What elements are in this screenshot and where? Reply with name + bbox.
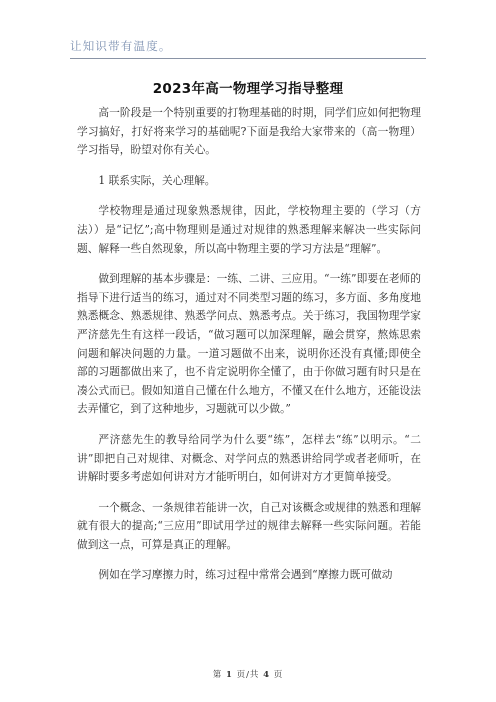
paragraph-explain: 严济慈先生的教导给同学为什么要“练”，怎样去“练”以明示。“二讲”即把自己对规律、对概念、对学问点的熟悉讲给同学或者老师听，在讲解时要多考虑如何讲对方才能听明白，如何讲对方才更简单接受。 (77, 432, 421, 484)
page-number (0, 668, 496, 680)
page-middle: 页/共 (236, 670, 260, 680)
paragraph-friction-example: 例如在学习摩擦力时，练习过程中常常会遇到“摩擦力既可做动 (98, 568, 393, 582)
page-total: 4 (263, 670, 271, 680)
paragraph-apply: 一个概念、一条规律若能讲一次，自己对该概念或规律的熟悉和理解就有很大的提高;“三应用”即试用学过的规律去解释一些实际问题。若能做到这一点，可算是真正的理解。 (77, 500, 421, 551)
document-body (77, 104, 421, 597)
page-prefix: 第 (212, 670, 223, 680)
page-current: 1 (225, 670, 233, 680)
header-divider (70, 58, 426, 59)
document-title: 2023年高一物理学习指导整理 (152, 81, 344, 97)
paragraph-intro: 高一阶段是一个特别重要的打物理基础的时期，同学们应如何把物理学习搞好，打好将来学习的基础呢?下面是我给大家带来的（高一物理）学习指导，盼望对你有关心。 (77, 106, 421, 157)
paragraph-section-heading: 1 联系实际，关心理解。 (98, 173, 216, 187)
paragraph-practice-steps: 做到理解的基本步骤是：一练、二讲、三应用。“一练”即要在老师的指导下进行适当的练习，通过对不同类型习题的练习，多方面、多角度地熟悉概念、熟悉规律、熟悉学问点、熟悉考点。关于练习，我国物理学家严济慈先生有这样一段话，“做习题可以加深理解，融会贯穿，熬炼思索问题和解决问题的力量。一道习题做不出来，说明你还没有真懂;即使全部的习题都做出来了，也不肯定说明你全懂了，由于你做习题有时只是在凑公式而已。假如知道自己懂在什么地方，不懂又在什么地方，还能设法去弄懂它，到了这种地步，习题就可以少做。” (77, 272, 421, 416)
paragraph-memory-vs-understanding: 学校物理是通过现象熟悉规律，因此，学校物理主要的（学习（方法））是“记忆”;高中物理则是通过对规律的熟悉理解来解决一些实际问题、解释一些自然现象，所以高中物理主要的学习方法是“理解”。 (77, 204, 421, 255)
header-slogan: 让知识带有温度。 (70, 39, 172, 53)
page-suffix: 页 (273, 670, 284, 680)
